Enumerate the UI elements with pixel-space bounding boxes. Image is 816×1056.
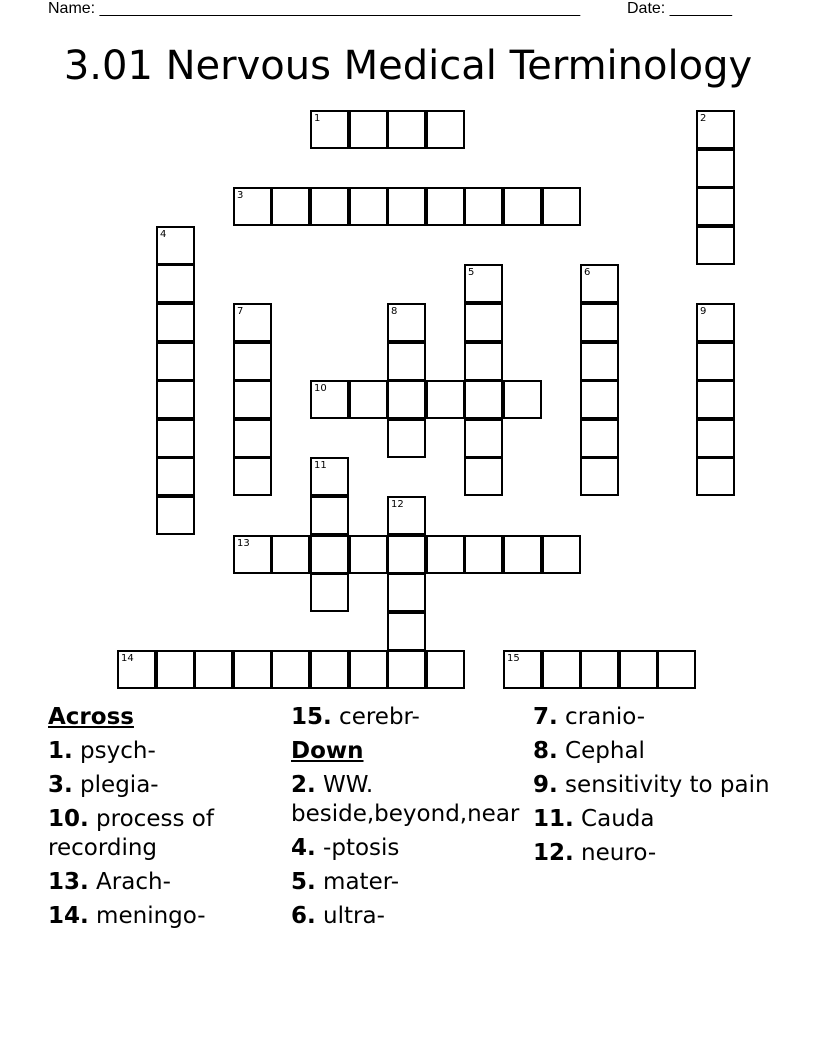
crossword-cell[interactable] xyxy=(542,187,581,226)
across-heading: Across xyxy=(48,704,134,730)
crossword-cell[interactable] xyxy=(349,110,388,149)
crossword-cell[interactable] xyxy=(696,419,735,458)
crossword-cell[interactable] xyxy=(233,342,272,381)
crossword-cell[interactable] xyxy=(310,110,349,149)
clue-down-6 xyxy=(291,902,529,931)
crossword-cell[interactable] xyxy=(271,535,310,574)
crossword-cell[interactable] xyxy=(156,650,195,689)
crossword-cell[interactable] xyxy=(657,650,696,689)
clue-across-14 xyxy=(48,902,288,931)
crossword-cell[interactable] xyxy=(156,226,195,265)
crossword-cell[interactable] xyxy=(349,187,388,226)
clue-text: plegia- xyxy=(72,772,159,798)
clue-across-10 xyxy=(48,805,288,863)
clue-text: sensitivity to pain xyxy=(557,772,770,798)
cell-number: 3 xyxy=(237,190,244,201)
crossword-cell[interactable] xyxy=(464,457,503,496)
cell-number: 7 xyxy=(237,306,244,317)
clue-number: 15. xyxy=(291,704,332,730)
crossword-cell[interactable] xyxy=(271,650,310,689)
name-field[interactable]: Name: ______________________________________________________ xyxy=(48,0,581,17)
clue-text: WW. beside,beyond,near xyxy=(291,772,520,827)
crossword-cell[interactable] xyxy=(233,650,272,689)
crossword-cell[interactable] xyxy=(464,342,503,381)
clue-text: Cephal xyxy=(557,738,645,764)
crossword-cell[interactable] xyxy=(387,612,426,651)
crossword-cell[interactable] xyxy=(233,187,272,226)
crossword-cell[interactable] xyxy=(464,264,503,303)
page-title: 3.01 Nervous Medical Terminology xyxy=(63,43,753,89)
crossword-cell[interactable] xyxy=(696,342,735,381)
clue-down-7 xyxy=(533,703,773,732)
crossword-cell[interactable] xyxy=(542,650,581,689)
crossword-cell[interactable] xyxy=(580,457,619,496)
clue-text: psych- xyxy=(72,738,156,764)
crossword-cell[interactable] xyxy=(387,380,426,419)
crossword-cell[interactable] xyxy=(233,419,272,458)
clue-number: 13. xyxy=(48,869,89,895)
crossword-cell[interactable] xyxy=(310,535,349,574)
cell-number: 10 xyxy=(314,383,327,394)
clue-number: 5. xyxy=(291,869,316,895)
clue-text: Arach- xyxy=(88,869,171,895)
crossword-cell[interactable] xyxy=(310,573,349,612)
clue-text: neuro- xyxy=(573,840,657,866)
clue-down-4 xyxy=(291,834,529,863)
clue-number: 12. xyxy=(533,840,574,866)
clue-text: -ptosis xyxy=(315,835,400,861)
clue-number: 9. xyxy=(533,772,558,798)
crossword-cell[interactable] xyxy=(580,650,619,689)
crossword-cell[interactable] xyxy=(619,650,658,689)
clue-across-13 xyxy=(48,868,288,897)
clue-number: 14. xyxy=(48,903,89,929)
crossword-cell[interactable] xyxy=(696,149,735,188)
crossword-cell[interactable] xyxy=(233,535,272,574)
cell-number: 1 xyxy=(314,113,321,124)
clue-across-3 xyxy=(48,771,288,800)
crossword-cell[interactable] xyxy=(156,380,195,419)
clue-number: 11. xyxy=(533,806,574,832)
crossword-cell[interactable] xyxy=(310,496,349,535)
crossword-cell[interactable] xyxy=(464,535,503,574)
crossword-cell[interactable] xyxy=(156,264,195,303)
crossword-cell[interactable] xyxy=(696,303,735,342)
crossword-cell[interactable] xyxy=(310,457,349,496)
down-heading: Down xyxy=(291,738,364,764)
clue-text: mater- xyxy=(315,869,400,895)
crossword-cell[interactable] xyxy=(387,650,426,689)
clue-across-1 xyxy=(48,737,288,766)
clue-number: 3. xyxy=(48,772,73,798)
cell-number: 5 xyxy=(468,267,475,278)
crossword-cell[interactable] xyxy=(696,110,735,149)
clue-text: ultra- xyxy=(315,903,385,929)
crossword-cell[interactable] xyxy=(426,650,465,689)
crossword-cell[interactable] xyxy=(426,380,465,419)
clue-down-8 xyxy=(533,737,773,766)
cell-number: 9 xyxy=(700,306,707,317)
clue-column-1 xyxy=(48,703,288,936)
crossword-cell[interactable] xyxy=(464,187,503,226)
crossword-cell[interactable] xyxy=(387,573,426,612)
crossword-cell[interactable] xyxy=(696,457,735,496)
clue-number: 10. xyxy=(48,806,89,832)
clue-text: cranio- xyxy=(557,704,646,730)
crossword-cell[interactable] xyxy=(696,187,735,226)
clue-number: 8. xyxy=(533,738,558,764)
crossword-cell[interactable] xyxy=(387,303,426,342)
crossword-cell[interactable] xyxy=(387,419,426,458)
crossword-cell[interactable] xyxy=(156,303,195,342)
crossword-cell[interactable] xyxy=(156,496,195,535)
date-field[interactable]: Date: _______ xyxy=(627,0,732,17)
crossword-cell[interactable] xyxy=(464,419,503,458)
cell-number: 8 xyxy=(391,306,398,317)
clue-text: process of recording xyxy=(48,806,214,861)
crossword-cell[interactable] xyxy=(696,226,735,265)
crossword-cell[interactable] xyxy=(349,535,388,574)
clue-number: 1. xyxy=(48,738,73,764)
crossword-cell[interactable] xyxy=(426,110,465,149)
clue-text: meningo- xyxy=(88,903,206,929)
crossword-cell[interactable] xyxy=(310,380,349,419)
crossword-cell[interactable] xyxy=(464,303,503,342)
crossword-cell[interactable] xyxy=(426,535,465,574)
clue-column-3 xyxy=(533,703,773,873)
clue-down-2 xyxy=(291,771,529,829)
crossword-cell[interactable] xyxy=(310,187,349,226)
crossword-cell[interactable] xyxy=(156,419,195,458)
clue-number: 4. xyxy=(291,835,316,861)
crossword-cell[interactable] xyxy=(503,650,542,689)
clue-column-2 xyxy=(291,703,529,936)
cell-number: 2 xyxy=(700,113,707,124)
crossword-cell[interactable] xyxy=(580,380,619,419)
crossword-cell[interactable] xyxy=(349,380,388,419)
crossword-cell[interactable] xyxy=(580,342,619,381)
cell-number: 14 xyxy=(121,653,134,664)
crossword-cell[interactable] xyxy=(696,380,735,419)
crossword-cell[interactable] xyxy=(156,342,195,381)
crossword-cell[interactable] xyxy=(156,457,195,496)
cell-number: 13 xyxy=(237,538,250,549)
crossword-cell[interactable] xyxy=(503,380,542,419)
crossword-cell[interactable] xyxy=(580,303,619,342)
crossword-cell[interactable] xyxy=(233,457,272,496)
crossword-cell[interactable] xyxy=(387,110,426,149)
crossword-cell[interactable] xyxy=(580,419,619,458)
cell-number: 11 xyxy=(314,460,327,471)
cell-number: 12 xyxy=(391,499,404,510)
cell-number: 4 xyxy=(160,229,167,240)
crossword-cell[interactable] xyxy=(310,650,349,689)
crossword-cell[interactable] xyxy=(233,380,272,419)
crossword-cell[interactable] xyxy=(503,535,542,574)
clue-number: 6. xyxy=(291,903,316,929)
crossword-cell[interactable] xyxy=(503,187,542,226)
clue-text: Cauda xyxy=(573,806,655,832)
clue-text: cerebr- xyxy=(331,704,420,730)
clue-down-9 xyxy=(533,771,773,800)
crossword-cell[interactable] xyxy=(387,342,426,381)
crossword-cell[interactable] xyxy=(233,303,272,342)
cell-number: 15 xyxy=(507,653,520,664)
crossword-cell[interactable] xyxy=(426,187,465,226)
cell-number: 6 xyxy=(584,267,591,278)
crossword-cell[interactable] xyxy=(387,496,426,535)
crossword-cell[interactable] xyxy=(580,264,619,303)
crossword-cell[interactable] xyxy=(271,187,310,226)
crossword-cell[interactable] xyxy=(349,650,388,689)
clue-down-5 xyxy=(291,868,529,897)
crossword-cell[interactable] xyxy=(194,650,233,689)
clue-down-12 xyxy=(533,839,773,868)
clue-number: 7. xyxy=(533,704,558,730)
crossword-cell[interactable] xyxy=(542,535,581,574)
crossword-cell[interactable] xyxy=(387,535,426,574)
crossword-cell[interactable] xyxy=(464,380,503,419)
clue-number: 2. xyxy=(291,772,316,798)
clue-across-15 xyxy=(291,703,529,732)
clue-down-11 xyxy=(533,805,773,834)
crossword-cell[interactable] xyxy=(117,650,156,689)
crossword-cell[interactable] xyxy=(387,187,426,226)
